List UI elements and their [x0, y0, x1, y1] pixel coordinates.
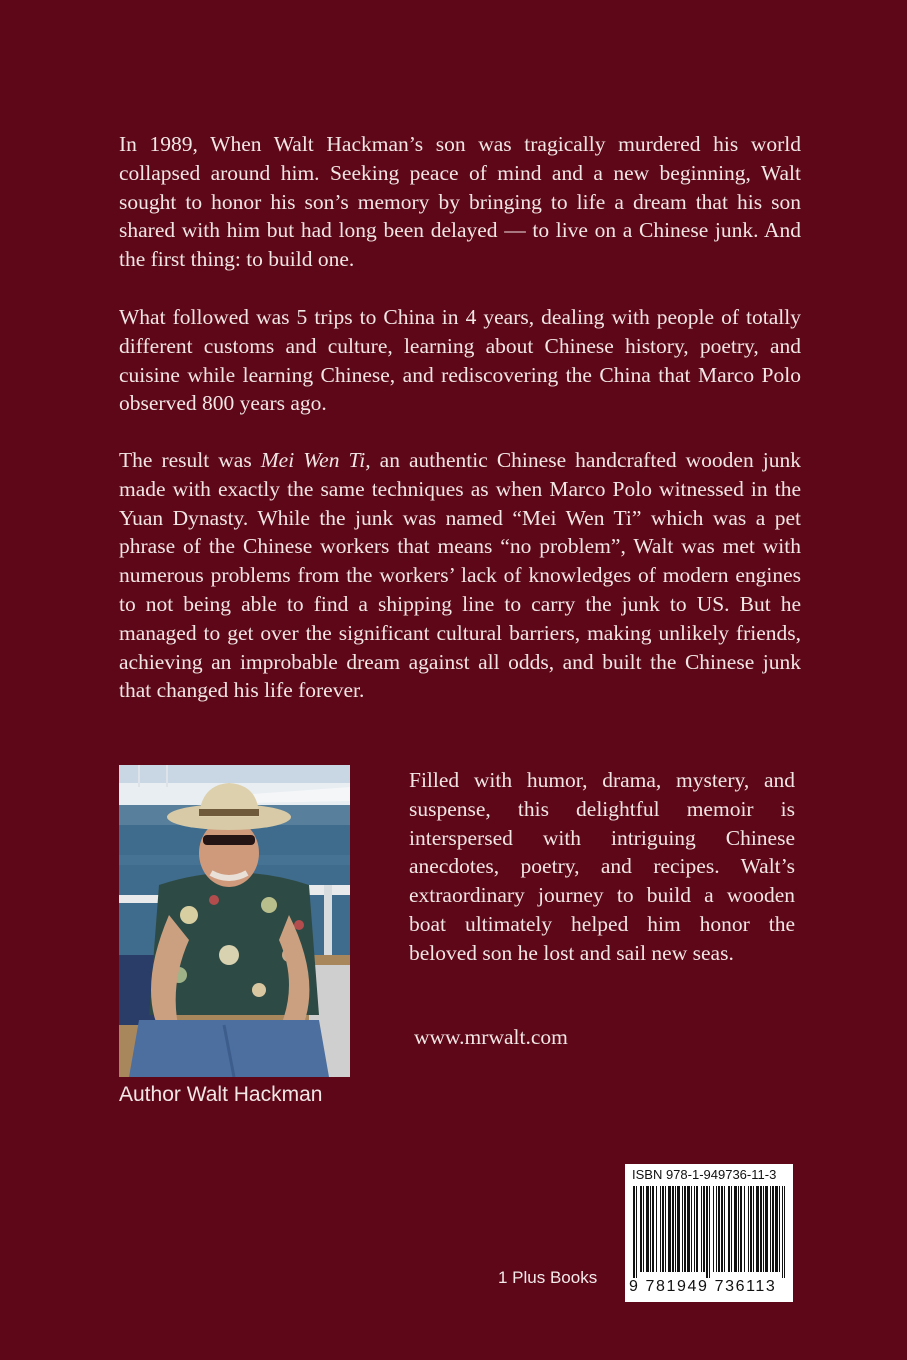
barcode-bar — [716, 1186, 717, 1272]
barcode-bar — [691, 1186, 692, 1272]
barcode-bar — [728, 1186, 730, 1272]
barcode-bar — [696, 1186, 698, 1272]
paragraph-3-body: an authentic Chinese handcrafted wooden junk made with exactly the same techniques as when Marco Polo witnessed in the Yuan Dynasty. While the junk was named “Mei Wen Ti” which was a pet phrase of the Chinese workers that means “no problem”, Walt was met with numerous problems from the workers’ lack of knowledges of modern engines to not being able to find a shipping line to carry the junk to US. But he managed to get over the significant cultural barriers, making unlikely friends, achieving an improbable dream against all odds, and built the Chinese junk that changed his life forever. — [119, 448, 801, 703]
barcode-bar — [734, 1186, 737, 1272]
barcode-bar — [731, 1186, 732, 1272]
barcode-bar — [760, 1186, 762, 1272]
barcode-bar — [703, 1186, 705, 1272]
barcode-bar — [740, 1186, 742, 1272]
barcode-bar — [636, 1186, 637, 1278]
barcode-bar — [701, 1186, 702, 1272]
barcode-bar — [694, 1186, 695, 1272]
barcode-bar — [718, 1186, 720, 1272]
barcode-bar — [684, 1186, 686, 1272]
barcode-bar — [775, 1186, 778, 1272]
website-link[interactable]: www.mrwalt.com — [414, 1025, 568, 1049]
paragraph-3-lead: The result was — [119, 448, 261, 472]
isbn-barcode — [625, 1164, 793, 1302]
barcode-bar — [660, 1186, 661, 1272]
barcode-bar — [709, 1186, 710, 1278]
barcode-bar — [640, 1186, 642, 1272]
barcode-bars — [633, 1186, 785, 1278]
barcode-number: 9 781949 736113 — [629, 1278, 777, 1295]
barcode-bar — [738, 1186, 739, 1272]
barcode-bar — [763, 1186, 764, 1272]
author-photo — [119, 765, 350, 1077]
barcode-bar — [750, 1186, 752, 1272]
barcode-bar — [677, 1186, 680, 1272]
barcode-bar — [706, 1186, 708, 1278]
barcode-bar — [784, 1186, 785, 1278]
barcode-bar — [646, 1186, 649, 1272]
barcode-bar — [724, 1186, 725, 1272]
barcode-bar — [682, 1186, 683, 1272]
isbn-label: ISBN 978-1-949736-11-3 — [632, 1167, 777, 1182]
barcode-bar — [744, 1186, 745, 1272]
barcode-bar — [665, 1186, 666, 1272]
barcode-bar — [675, 1186, 676, 1272]
synopsis-paragraph-2: What followed was 5 trips to China in 4 years, dealing with people of totally different customs and culture, learning about Chinese history, poetry, and cuisine while learning Chinese, and rediscovering the China that Marco Polo observed 800 years ago. — [119, 305, 801, 416]
synopsis-paragraph-4: Filled with humor, drama, mystery, and suspense, this delightful memoir is interspersed with intriguing Chinese anecdotes, poetry, and recipes. Walt’s extraordinary journey to build a wooden boat ultimately helped him honor the beloved son he lost and sail new seas. — [409, 768, 795, 965]
barcode-bar — [772, 1186, 774, 1272]
barcode-bar — [668, 1186, 671, 1272]
author-photo-caption: Author Walt Hackman — [119, 1083, 323, 1106]
barcode-bar — [753, 1186, 754, 1272]
barcode-bar — [756, 1186, 759, 1272]
publisher-name: 1 Plus Books — [498, 1268, 598, 1287]
barcode-bar — [633, 1186, 635, 1278]
barcode-bar — [672, 1186, 674, 1272]
barcode-bar — [765, 1186, 768, 1272]
barcode-bar — [652, 1186, 654, 1272]
barcode-bar — [748, 1186, 749, 1272]
barcode-bar — [650, 1186, 651, 1272]
barcode-bar — [662, 1186, 664, 1272]
boat-name-italic: Mei Wen Ti, — [260, 448, 371, 472]
barcode-bar — [643, 1186, 644, 1272]
barcode-bar — [782, 1186, 783, 1278]
barcode-bar — [770, 1186, 771, 1272]
barcode-bar — [779, 1186, 780, 1272]
synopsis-paragraph-3 — [119, 446, 801, 705]
synopsis-paragraph-1: In 1989, When Walt Hackman’s son was tragically murdered his world collapsed around him. Seeking peace of mind and a new beginning, Walt sought to honor his son’s memory by bringing to life a dream that his son shared with him but had long been delayed — to live on a Chinese junk. And the first thing: to build one. — [119, 132, 801, 272]
barcode-bar — [687, 1186, 690, 1272]
barcode-bar — [713, 1186, 714, 1272]
barcode-bar — [656, 1186, 657, 1272]
barcode-bar — [721, 1186, 723, 1272]
